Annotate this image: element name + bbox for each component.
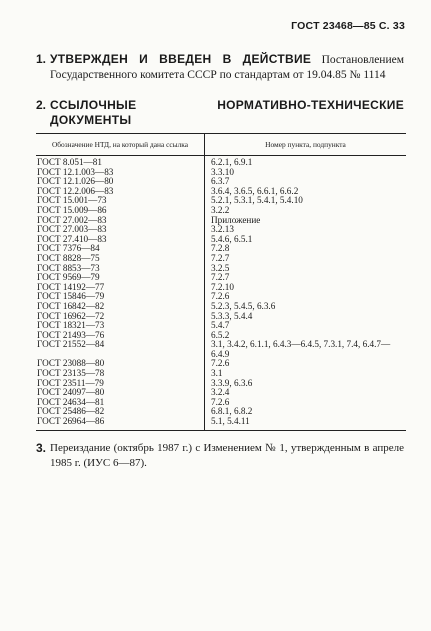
points-cell: 6.5.2 [211, 329, 230, 340]
points-cell: 7.2.6 [211, 291, 230, 302]
points-cell: 3.1, 3.4.2, 6.1.1, 6.4.3—6.4.5, 7.3.1, 7.4, 6.4.7—6.4.9 [211, 339, 391, 359]
section-body: Постановлением Государственного комитета СССР по стандартам от 19.04.85 № 1114 [50, 54, 404, 81]
document-cell: ГОСТ 23135—78 [36, 369, 205, 379]
table-body [36, 156, 406, 431]
column-header-document: Обозначение НТД, на который дана ссылка [36, 134, 205, 156]
points-cell: 7.2.6 [211, 396, 230, 407]
document-cell: ГОСТ 7376—84 [36, 244, 205, 254]
section-body: Переиздание (октябрь 1987 г.) с Изменением № 1, утвержденным в апреле 1985 г. (ИУС 6—87). [50, 442, 404, 469]
column-header-points: Номер пункта, подпункта [205, 134, 407, 156]
document-cell: ГОСТ 21552—84 [36, 340, 205, 359]
document-cell: ГОСТ 27.410—83 [36, 235, 205, 245]
points-cell: 3.6.4, 3.6.5, 6.6.1, 6.6.2 [211, 185, 299, 196]
points-cell: 5.3.3, 5.4.4 [211, 310, 253, 321]
document-cell: ГОСТ 16962—72 [36, 312, 205, 322]
section-title: УТВЕРЖДЕН И ВВЕДЕН В ДЕЙСТВИЕ [50, 52, 312, 66]
document-cell: ГОСТ 23088—80 [36, 359, 205, 369]
document-cell: ГОСТ 16842—82 [36, 302, 205, 312]
document-cell: ГОСТ 8.051—81 [36, 156, 205, 168]
section-number: 1. [36, 52, 47, 66]
points-cell: 7.2.8 [211, 243, 230, 254]
points-cell: 3.3.9, 6.3.6 [211, 377, 253, 388]
table-row [36, 340, 406, 359]
document-cell: ГОСТ 9569—79 [36, 273, 205, 283]
points-cell: 3.3.10 [211, 166, 234, 177]
document-cell: ГОСТ 8853—73 [36, 264, 205, 274]
document-cell: ГОСТ 12.1.026—80 [36, 177, 205, 187]
section-approval [36, 52, 404, 83]
table-header-row [36, 134, 406, 156]
section-reissue [36, 441, 404, 471]
section-number: 3. [36, 441, 47, 455]
points-cell: 3.2.4 [211, 387, 230, 398]
document-cell: ГОСТ 25486—82 [36, 407, 205, 417]
page-header: ГОСТ 23468—85 С. 33 [291, 20, 405, 32]
points-cell: 3.2.5 [211, 262, 230, 273]
document-cell: ГОСТ 24634—81 [36, 398, 205, 408]
document-cell: ГОСТ 12.2.006—83 [36, 187, 205, 197]
document-cell: ГОСТ 8828—75 [36, 254, 205, 264]
document-cell: ГОСТ 12.1.003—83 [36, 168, 205, 178]
points-cell: 5.2.3, 5.4.5, 6.3.6 [211, 300, 276, 311]
document-cell: ГОСТ 21493—76 [36, 331, 205, 341]
document-cell: ГОСТ 27.002—83 [36, 216, 205, 226]
references-table [36, 133, 406, 431]
document-cell: ГОСТ 18321—73 [36, 321, 205, 331]
document-cell: ГОСТ 15.001—73 [36, 196, 205, 206]
points-cell: Приложение [211, 214, 261, 225]
points-cell: 3.1 [211, 368, 223, 379]
document-cell: ГОСТ 14192—77 [36, 283, 205, 293]
points-cell: 3.2.2 [211, 204, 230, 215]
section-text [50, 52, 404, 83]
points-cell: 5.1, 5.4.11 [205, 417, 407, 430]
document-cell: ГОСТ 15846—79 [36, 292, 205, 302]
table-row [36, 156, 406, 168]
points-cell: 7.2.7 [211, 272, 230, 283]
points-cell: 3.2.13 [211, 224, 234, 235]
points-cell: 6.8.1, 6.8.2 [211, 406, 253, 417]
points-cell: 5.4.7 [211, 320, 230, 331]
points-cell: 7.2.6 [211, 358, 230, 369]
document-cell: ГОСТ 26964—86 [36, 417, 205, 430]
points-cell: 7.2.7 [211, 252, 230, 263]
document-cell: ГОСТ 23511—79 [36, 379, 205, 389]
table-row [36, 417, 406, 430]
points-cell: 7.2.10 [211, 281, 234, 292]
document-cell: ГОСТ 24097—80 [36, 388, 205, 398]
document-cell: ГОСТ 15.009—86 [36, 206, 205, 216]
points-cell: 5.4.6, 6.5.1 [211, 233, 253, 244]
points-cell: 6.2.1, 6.9.1 [211, 157, 253, 167]
section-title: ССЫЛОЧНЫЕ НОРМАТИВНО-ТЕХНИЧЕСКИЕ ДОКУМЕНТЫ [50, 98, 404, 127]
points-cell: 5.2.1, 5.3.1, 5.4.1, 5.4.10 [211, 195, 303, 206]
section-number: 2. [36, 98, 47, 112]
points-cell: 6.3.7 [211, 176, 230, 187]
section-references [36, 98, 404, 128]
document-cell: ГОСТ 27.003—83 [36, 225, 205, 235]
